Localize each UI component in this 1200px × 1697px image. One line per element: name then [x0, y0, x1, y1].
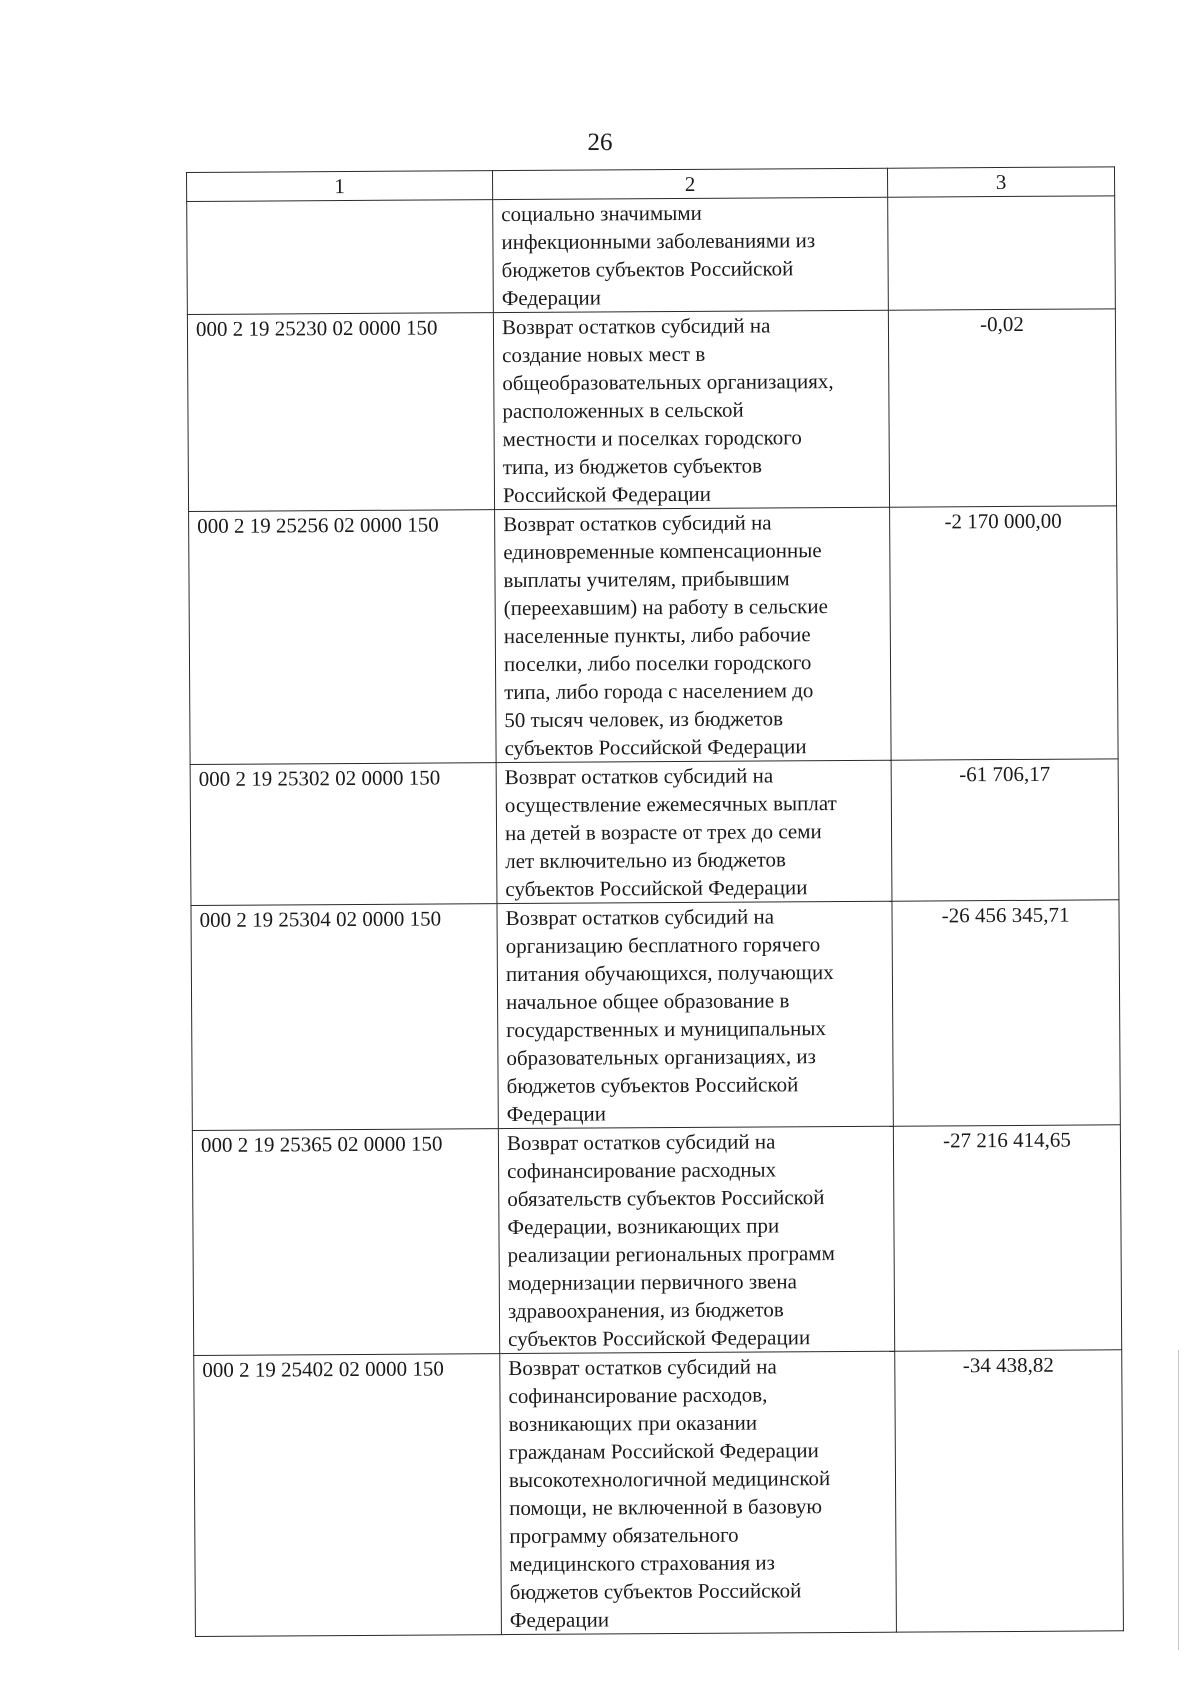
description-line: обязательств субъектов Российской [507, 1185, 825, 1212]
description-line: Возврат остатков субсидий на [506, 1129, 776, 1156]
table-row [187, 196, 1116, 315]
description-line: субъектов Российской Федерации [504, 734, 807, 761]
description-line: субъектов Российской Федерации [508, 1325, 811, 1352]
description-line: (переехавшим) на работу в сельские [503, 594, 828, 621]
description-line: реализации региональных программ [507, 1241, 835, 1268]
table-row [187, 309, 1116, 512]
description-line: местности и поселках городского [502, 425, 802, 452]
description-cell [493, 197, 889, 312]
description-line: поселки, либо поселки городского [503, 650, 812, 677]
description-line: Возврат остатков субсидий на [501, 313, 771, 340]
page-number: 26 [587, 129, 613, 156]
description-line: начальное общее образование в [506, 988, 790, 1015]
description-line: питания обучающихся, получающих [505, 960, 834, 987]
description-line: Возврат остатков субсидий на [508, 1354, 777, 1381]
description-line: высокотехнологичной медицинской [508, 1466, 831, 1493]
amount-cell [888, 196, 1116, 310]
description-line: модернизации первичного звена [507, 1269, 797, 1296]
description-line: программу обязательного [509, 1522, 739, 1549]
table-row [192, 1125, 1121, 1356]
budget-code-cell: 000 2 19 25304 02 0000 150 [191, 904, 498, 1131]
table-row [189, 506, 1119, 765]
description-line: Федерации, возникающих при [507, 1213, 780, 1240]
description-line: населенные пункты, либо рабочие [503, 622, 811, 649]
description-line: образовательных организациях, из [506, 1044, 816, 1071]
description-cell [497, 901, 893, 1128]
description-line: общеобразовательных организациях, [502, 369, 834, 396]
description-line: Возврат остатков субсидий на [505, 904, 775, 931]
description-line: субъектов Российской Федерации [505, 875, 808, 902]
description-line: Федерации [501, 285, 602, 311]
description-line: инфекционными заболеваниями из [501, 228, 816, 255]
column-header-1: 1 [187, 171, 493, 202]
column-header-2: 2 [492, 168, 887, 199]
amount-cell: -34 438,82 [895, 1350, 1124, 1632]
budget-table [186, 166, 1124, 1637]
description-line: организацию бесплатного горячего [505, 932, 821, 959]
description-line: медицинского страхования из [509, 1550, 776, 1577]
budget-code-cell: 000 2 19 25365 02 0000 150 [192, 1129, 499, 1356]
description-line: бюджетов субъектов Российской [501, 256, 794, 283]
description-line: расположенных в сельской [502, 397, 744, 424]
description-line: осуществление ежемесячных выплат [504, 791, 837, 818]
description-line: единовременные компенсационные [503, 538, 822, 565]
description-cell [495, 507, 892, 762]
description-line: бюджетов субъектов Российской [506, 1072, 799, 1099]
table-row [190, 759, 1119, 906]
description-cell [498, 1126, 894, 1353]
description-line: Возврат остатков субсидий на [504, 763, 774, 790]
description-line: типа, либо города с населением до [504, 678, 814, 705]
description-line: на детей в возрасте от трех до семи [504, 819, 822, 846]
description-line: Российской Федерации [502, 481, 711, 508]
amount-cell: -26 456 345,71 [892, 900, 1120, 1126]
amount-cell: -0,02 [888, 309, 1116, 507]
budget-code-cell: 000 2 19 25402 02 0000 150 [194, 1354, 502, 1637]
amount-cell: -27 216 414,65 [893, 1125, 1121, 1351]
amount-cell: -2 170 000,00 [890, 506, 1119, 760]
budget-code-cell: 000 2 19 25230 02 0000 150 [187, 313, 494, 512]
description-line: софинансирование расходов, [508, 1382, 768, 1409]
description-line: лет включительно из бюджетов [505, 847, 786, 874]
description-line: здравоохранения, из бюджетов [507, 1297, 784, 1324]
description-line: бюджетов субъектов Российской [509, 1578, 802, 1605]
description-line: возникающих при оказании [508, 1410, 758, 1437]
description-line: государственных и муниципальных [506, 1016, 826, 1043]
budget-code-cell: 000 2 19 25256 02 0000 150 [189, 510, 497, 765]
description-cell [493, 310, 889, 509]
description-line: создание новых мест в [502, 341, 706, 368]
description-line: Федерации [506, 1101, 607, 1127]
column-header-3: 3 [887, 167, 1114, 197]
budget-code-cell [187, 200, 494, 315]
description-line: софинансирование расходных [507, 1157, 777, 1184]
scan-mark [1178, 1350, 1179, 1650]
table-row [191, 900, 1120, 1131]
description-cell [500, 1351, 897, 1634]
description-line: социально значимыми [501, 200, 702, 227]
description-line: помощи, не включенной в базовую [509, 1494, 823, 1521]
description-line: 50 тысяч человек, из бюджетов [504, 706, 784, 733]
description-cell [496, 760, 892, 903]
description-line: гражданам Российской Федерации [508, 1438, 819, 1465]
description-line: Возврат остатков субсидий на [503, 510, 772, 537]
description-line: выплаты учителям, прибывшим [503, 566, 790, 593]
table-row [194, 1350, 1124, 1637]
description-line: типа, из бюджетов субъектов [502, 453, 763, 480]
budget-code-cell: 000 2 19 25302 02 0000 150 [190, 763, 497, 906]
amount-cell: -61 706,17 [891, 759, 1119, 901]
description-line: Федерации [509, 1607, 610, 1633]
